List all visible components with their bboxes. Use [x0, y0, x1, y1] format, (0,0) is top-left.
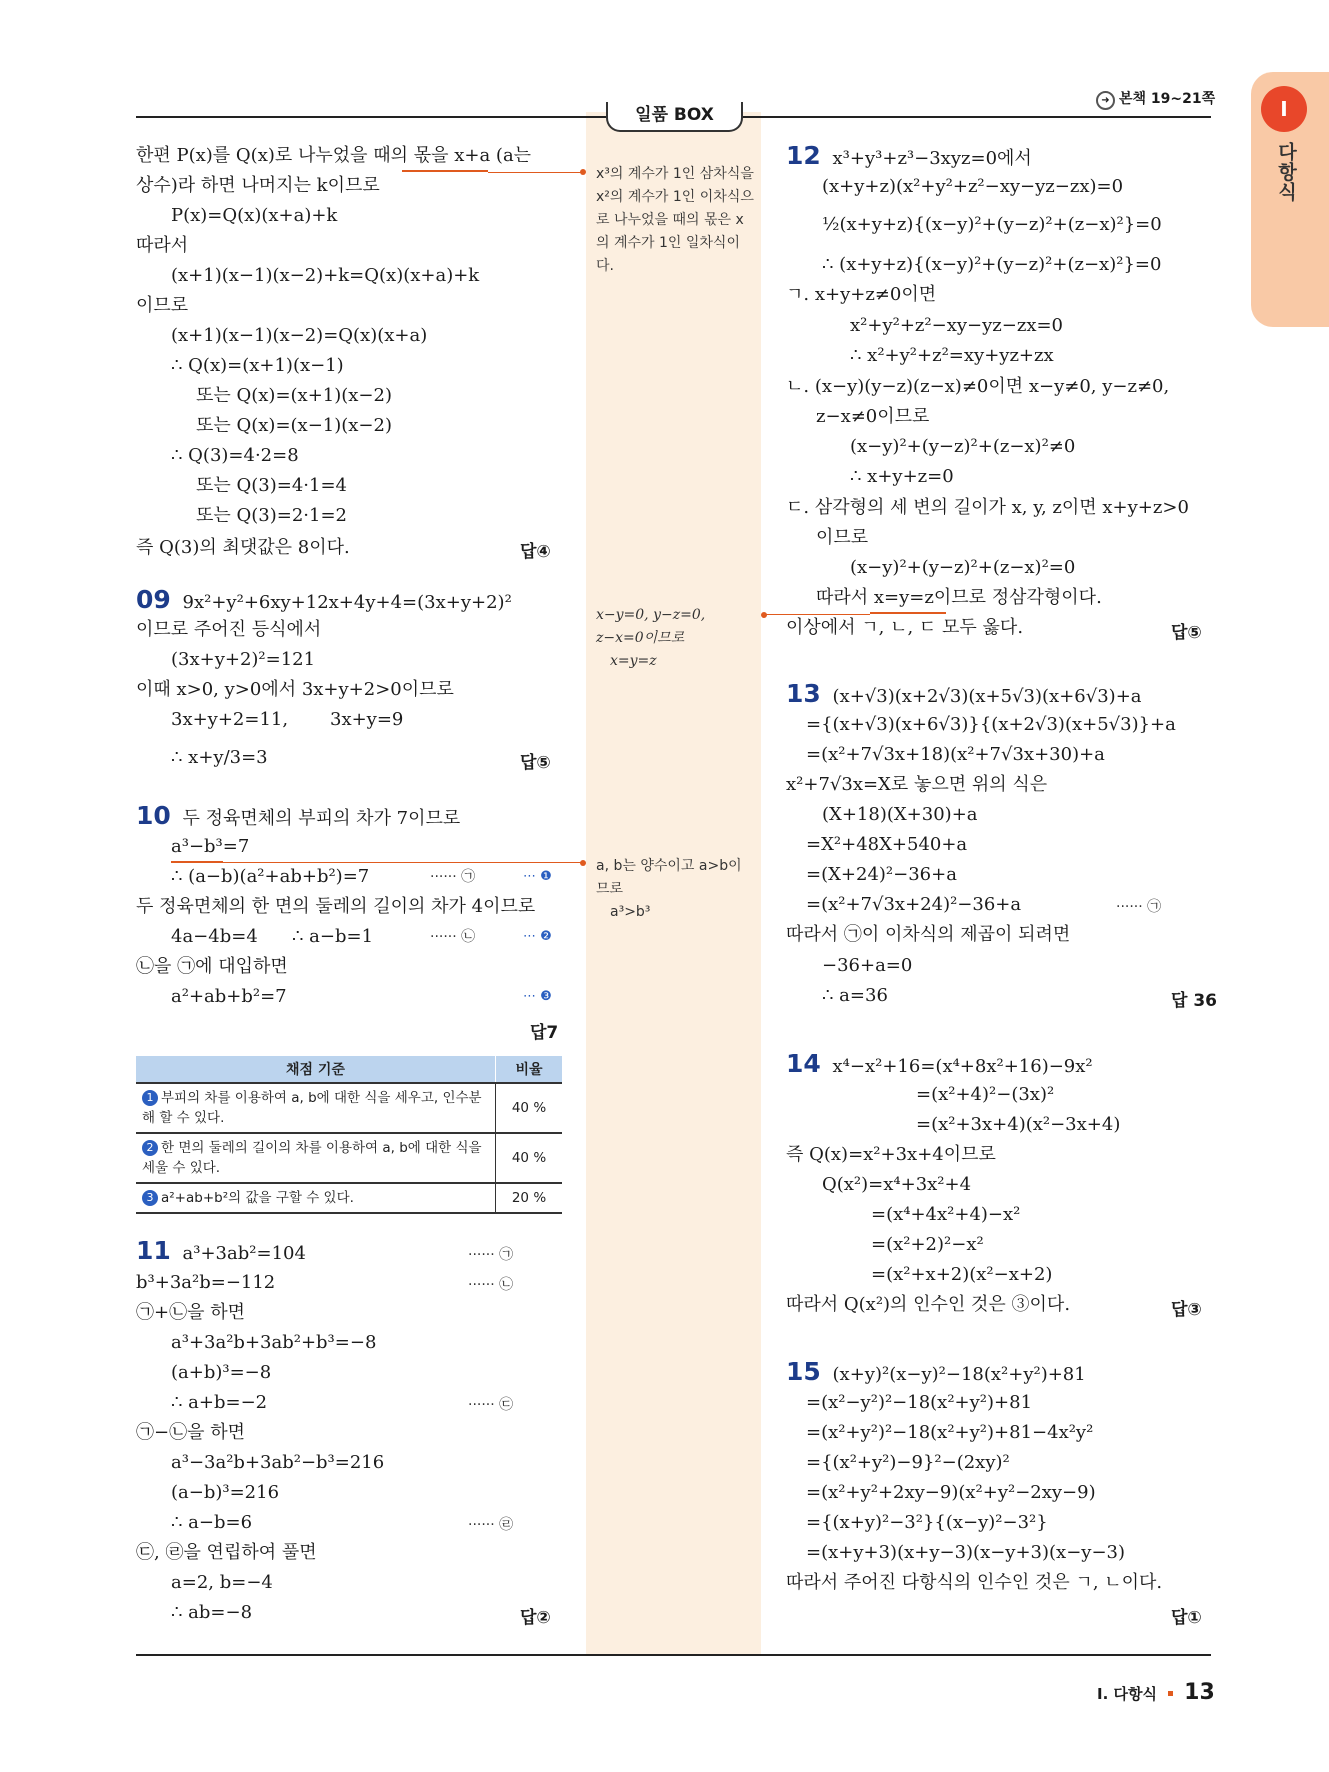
p11-answer: 답②: [520, 1608, 551, 1628]
p11-line-11: ㉢, ㉣을 연립하여 풀면: [136, 1542, 317, 1563]
p10-line-3: ∴ (a−b)(a²+ab+b²)=7: [171, 866, 370, 887]
p11-line-1: [136, 1238, 306, 1267]
p09-number: 09: [136, 585, 171, 614]
p12-line-12: ㄷ. 삼각형의 세 변의 길이가 x, y, z이면 x+y+z>0: [786, 497, 1189, 518]
p09-line-6: ∴ x+y/3=3: [171, 747, 268, 768]
p08-line-8: ∴ Q(x)=(x+1)(x−1): [171, 355, 344, 376]
p12-equation: x³+y³+z³−3xyz=0에서: [832, 148, 1032, 169]
p10-leader: [223, 862, 582, 863]
side-note-1-dot: [580, 169, 586, 175]
scoring-head-ratio: 비율: [496, 1056, 563, 1083]
side-note-3-line: a, b는 양수이고 a>b이: [596, 858, 742, 874]
scoring-row-text: [136, 1183, 496, 1213]
side-note-2-line: z−x=0이므로: [596, 630, 685, 646]
side-note-3-line: a³>b³: [610, 904, 651, 920]
p11-marker-3: ······ ㉢: [468, 1397, 514, 1413]
p10-line-7: a²+ab+b²=7: [171, 986, 287, 1007]
scoring-row: [136, 1083, 562, 1133]
p10-step-3: ⋯ ❸: [523, 989, 552, 1004]
p11-line-8: a³−3a²b+3ab²−b³=216: [171, 1452, 385, 1473]
side-note-2-dot: [761, 612, 767, 618]
scoring-text-1: 부피의 차를 이용하여 a, b에 대한 식을 세우고, 인수분해 할 수 있다.: [142, 1090, 482, 1126]
p13-marker: ······ ㉠: [1116, 899, 1162, 915]
p08-line-7: (x+1)(x−1)(x−2)=Q(x)(x+a): [171, 325, 428, 346]
p08-line-2: 상수)라 하면 나머지는 k이므로: [136, 175, 380, 196]
p12-line-8: ㄴ. (x−y)(y−z)(z−x)≠0이면 x−y≠0, y−z≠0,: [786, 376, 1170, 397]
book-reference-text: 본책 19~21쪽: [1119, 91, 1216, 107]
p08-line-5: (x+1)(x−1)(x−2)+k=Q(x)(x+a)+k: [171, 265, 480, 286]
side-note-2: [596, 604, 756, 673]
p08-line-10: 또는 Q(x)=(x−1)(x−2): [196, 415, 392, 436]
page-number: 13: [1184, 1680, 1215, 1705]
p11-line-4: a³+3a²b+3ab²+b³=−8: [171, 1332, 377, 1353]
p15-line-7: =(x+y+3)(x+y−3)(x−y+3)(x−y−3): [806, 1542, 1126, 1563]
p13-line-4: x²+7√3x=X로 놓으면 위의 식은: [786, 774, 1048, 795]
p12-highlight: [870, 612, 946, 614]
scoring-row-ratio: 20 %: [496, 1183, 563, 1213]
p14-line-1: [786, 1051, 1093, 1080]
step-badge: 2: [142, 1140, 158, 1156]
p10-marker-1: ······ ㉠: [430, 869, 476, 885]
p15-line-2: =(x²−y²)²−18(x²+y²)+81: [806, 1392, 1033, 1413]
p15-line-6: ={(x+y)²−3²}{(x−y)²−3²}: [806, 1512, 1048, 1533]
p11-marker-2: ······ ㉡: [468, 1277, 514, 1293]
p14-equation: x⁴−x²+16=(x⁴+8x²+16)−9x²: [832, 1056, 1093, 1077]
p11-line-5: (a+b)³=−8: [171, 1362, 272, 1383]
p13-line-10: −36+a=0: [822, 955, 913, 976]
step-badge: 3: [142, 1190, 158, 1206]
p14-line-6: =(x⁴+4x²+4)−x²: [871, 1204, 1021, 1225]
p11-equation-1: a³+3ab²=104: [182, 1243, 306, 1264]
p09-line-1: [136, 587, 512, 616]
p14-line-9: 따라서 Q(x²)의 인수인 것은 ③이다.: [786, 1294, 1071, 1315]
p11-line-13: ∴ ab=−8: [171, 1602, 253, 1623]
p13-line-5: (X+18)(X+30)+a: [822, 804, 978, 825]
p13-answer: 답 36: [1171, 991, 1217, 1011]
p13-line-3: =(x²+7√3x+18)(x²+7√3x+30)+a: [806, 744, 1105, 765]
scoring-table: [136, 1056, 562, 1214]
p13-line-6: =X²+48X+540+a: [806, 834, 968, 855]
scoring-row: [136, 1133, 562, 1183]
p12-line-14: (x−y)²+(y−z)²+(z−x)²=0: [850, 557, 1076, 578]
p12-line-3: ½(x+y+z){(x−y)²+(y−z)²+(z−x)²}=0: [822, 214, 1162, 235]
p10-line-4: 두 정육면체의 한 면의 둘레의 길이의 차가 4이므로: [136, 896, 536, 917]
scoring-row: [136, 1183, 562, 1213]
scoring-row-ratio: 40 %: [496, 1083, 563, 1133]
p11-line-9: (a−b)³=216: [171, 1482, 280, 1503]
p10-statement: 두 정육면체의 부피의 차가 7이므로: [182, 808, 461, 829]
p09-line-2: 이므로 주어진 등식에서: [136, 619, 322, 640]
footer: [1097, 1680, 1215, 1705]
p08-leader: [488, 172, 582, 173]
scoring-table-header: [136, 1056, 562, 1083]
p08-line-3: P(x)=Q(x)(x+a)+k: [171, 205, 338, 226]
p14-line-3: =(x²+3x+4)(x²−3x+4): [916, 1114, 1121, 1135]
p08-answer: 답④: [520, 542, 551, 562]
scoring-text-3: a²+ab+b²의 값을 구할 수 있다.: [161, 1190, 354, 1206]
p14-answer: 답③: [1171, 1300, 1202, 1320]
p12-line-1: [786, 143, 1032, 172]
p11-line-12: a=2, b=−4: [171, 1572, 273, 1593]
p08-line-12: 또는 Q(3)=4·1=4: [196, 475, 347, 496]
p09-answer: 답⑤: [520, 753, 551, 773]
scoring-row-ratio: 40 %: [496, 1133, 563, 1183]
p14-number: 14: [786, 1049, 821, 1078]
p15-answer: 답①: [1171, 1608, 1202, 1628]
p08-line-9: 또는 Q(x)=(x+1)(x−2): [196, 385, 392, 406]
chapter-tab-title: 다항식: [1275, 142, 1297, 202]
p12-line-15: 따라서 x=y=z이므로 정삼각형이다.: [816, 587, 1102, 608]
p12-line-11: ∴ x+y+z=0: [850, 466, 954, 487]
scoring-row-text: [136, 1083, 496, 1133]
p12-line-5: ㄱ. x+y+z≠0이면: [786, 284, 937, 305]
p10-number: 10: [136, 801, 171, 830]
p10-line-2: a³−b³=7: [171, 836, 250, 857]
footer-separator: [1168, 1691, 1173, 1696]
p15-line-8: 따라서 주어진 다항식의 인수인 것은 ㄱ, ㄴ이다.: [786, 1572, 1163, 1593]
p11-line-7: ㉠−㉡을 하면: [136, 1422, 245, 1443]
side-note-1-line: x³의 계수가 1인 삼차식을: [596, 166, 754, 182]
p12-line-10: (x−y)²+(y−z)²+(z−x)²≠0: [850, 436, 1076, 457]
side-note-3-line: 므로: [596, 881, 624, 897]
p08-line-13: 또는 Q(3)=2·1=2: [196, 505, 347, 526]
p13-line-7: =(X+24)²−36+a: [806, 864, 957, 885]
p10-line-5a: 4a−4b=4: [171, 926, 258, 947]
p11-line-2: b³+3a²b=−112: [136, 1272, 276, 1293]
p12-line-13: 이므로: [816, 527, 869, 548]
p15-number: 15: [786, 1357, 821, 1386]
p08-line-11: ∴ Q(3)=4·2=8: [171, 445, 299, 466]
p10-line-6: ㉡을 ㉠에 대입하면: [136, 956, 288, 977]
p15-expression: (x+y)²(x−y)²−18(x²+y²)+81: [832, 1364, 1086, 1385]
side-note-2-line: x−y=0, y−z=0,: [596, 607, 706, 623]
p09-line-5b: 3x+y=9: [330, 709, 404, 730]
p13-line-1: [786, 681, 1142, 710]
p13-line-11: ∴ a=36: [822, 985, 888, 1006]
side-note-1-line: 다.: [596, 258, 614, 274]
chapter-tab-number: I: [1261, 86, 1307, 132]
p15-line-1: [786, 1359, 1086, 1388]
p09-equation: 9x²+y²+6xy+12x+4y+4=(3x+y+2)²: [182, 592, 512, 613]
p12-answer: 답⑤: [1171, 623, 1202, 643]
p11-line-3: ㉠+㉡을 하면: [136, 1302, 245, 1323]
p11-marker-4: ······ ㉣: [468, 1517, 514, 1533]
p11-marker-1: ······ ㉠: [468, 1247, 514, 1263]
p14-line-7: =(x²+2)²−x²: [871, 1234, 984, 1255]
p08-line-4: 따라서: [136, 235, 189, 256]
p13-line-9: 따라서 ㉠이 이차식의 제곱이 되려면: [786, 924, 1071, 945]
side-note-1-line: 로 나누었을 때의 몫은 x: [596, 212, 744, 228]
box-label: [606, 102, 743, 132]
footer-chapter: I. 다항식: [1097, 1685, 1157, 1703]
side-note-1-line: 의 계수가 1인 일차식이: [596, 235, 740, 251]
p13-line-2: ={(x+√3)(x+6√3)}{(x+2√3)(x+5√3)}+a: [806, 714, 1176, 735]
p11-line-6: ∴ a+b=−2: [171, 1392, 268, 1413]
p14-line-8: =(x²+x+2)(x²−x+2): [871, 1264, 1053, 1285]
side-note-1-line: x²의 계수가 1인 이차식으: [596, 189, 754, 205]
p08-line-6: 이므로: [136, 295, 189, 316]
side-note-3: [596, 855, 756, 924]
p08-line-14: 즉 Q(3)의 최댓값은 8이다.: [136, 537, 350, 558]
p12-number: 12: [786, 141, 821, 170]
box-label-text: 일품 BOX: [635, 105, 714, 125]
scoring-head-item: 채점 기준: [136, 1056, 496, 1083]
scoring-text-2: 한 면의 둘레의 길이의 차를 이용하여 a, b에 대한 식을 세울 수 있다.: [142, 1140, 482, 1176]
p12-line-6: x²+y²+z²−xy−yz−zx=0: [850, 315, 1064, 336]
footer-rule: [136, 1654, 1211, 1656]
p15-line-4: ={(x²+y²)−9}²−(2xy)²: [806, 1452, 1010, 1473]
p13-expression: (x+√3)(x+2√3)(x+5√3)(x+6√3)+a: [832, 686, 1142, 707]
p12-line-2: (x+y+z)(x²+y²+z²−xy−yz−zx)=0: [822, 176, 1124, 197]
p10-step-1: ⋯ ❶: [523, 869, 552, 884]
p12-line-16: 이상에서 ㄱ, ㄴ, ㄷ 모두 옳다.: [786, 617, 1024, 638]
p13-number: 13: [786, 679, 821, 708]
p12-line-4: ∴ (x+y+z){(x−y)²+(y−z)²+(z−x)²}=0: [822, 254, 1162, 275]
p13-line-8: =(x²+7√3x+24)²−36+a: [806, 894, 1022, 915]
p12-line-9: z−x≠0이므로: [816, 406, 930, 427]
p14-line-5: Q(x²)=x⁴+3x²+4: [822, 1174, 972, 1195]
p11-number: 11: [136, 1236, 171, 1265]
p08-line-1: 한편 P(x)를 Q(x)로 나누었을 때의 몫을 x+a (a는: [136, 145, 532, 166]
p10-highlight: [171, 861, 223, 863]
p14-line-4: 즉 Q(x)=x²+3x+4이므로: [786, 1144, 996, 1165]
book-reference: [1096, 88, 1215, 110]
side-note-1: [596, 163, 756, 278]
p09-line-4: 이때 x>0, y>0에서 3x+y+2>0이므로: [136, 679, 454, 700]
p10-answer: 답7: [530, 1023, 559, 1043]
p11-line-10: ∴ a−b=6: [171, 1512, 253, 1533]
p09-line-3: (3x+y+2)²=121: [171, 649, 316, 670]
p15-line-3: =(x²+y²)²−18(x²+y²)+81−4x²y²: [806, 1422, 1094, 1443]
p10-line-1: [136, 803, 460, 832]
p12-line-7: ∴ x²+y²+z²=xy+yz+zx: [850, 345, 1054, 366]
side-note-3-dot: [580, 860, 586, 866]
arrow-circle-icon: ➜: [1096, 91, 1115, 110]
p10-marker-2: ······ ㉡: [430, 929, 476, 945]
side-note-2-line: x=y=z: [610, 653, 657, 669]
p09-line-5a: 3x+y+2=11,: [171, 709, 289, 730]
p14-line-2: =(x²+4)²−(3x)²: [916, 1084, 1055, 1105]
p08-highlight: [402, 170, 488, 172]
scoring-row-text: [136, 1133, 496, 1183]
p10-line-5b: ∴ a−b=1: [292, 926, 374, 947]
p10-step-2: ⋯ ❷: [523, 929, 552, 944]
step-badge: 1: [142, 1090, 158, 1106]
p15-line-5: =(x²+y²+2xy−9)(x²+y²−2xy−9): [806, 1482, 1096, 1503]
